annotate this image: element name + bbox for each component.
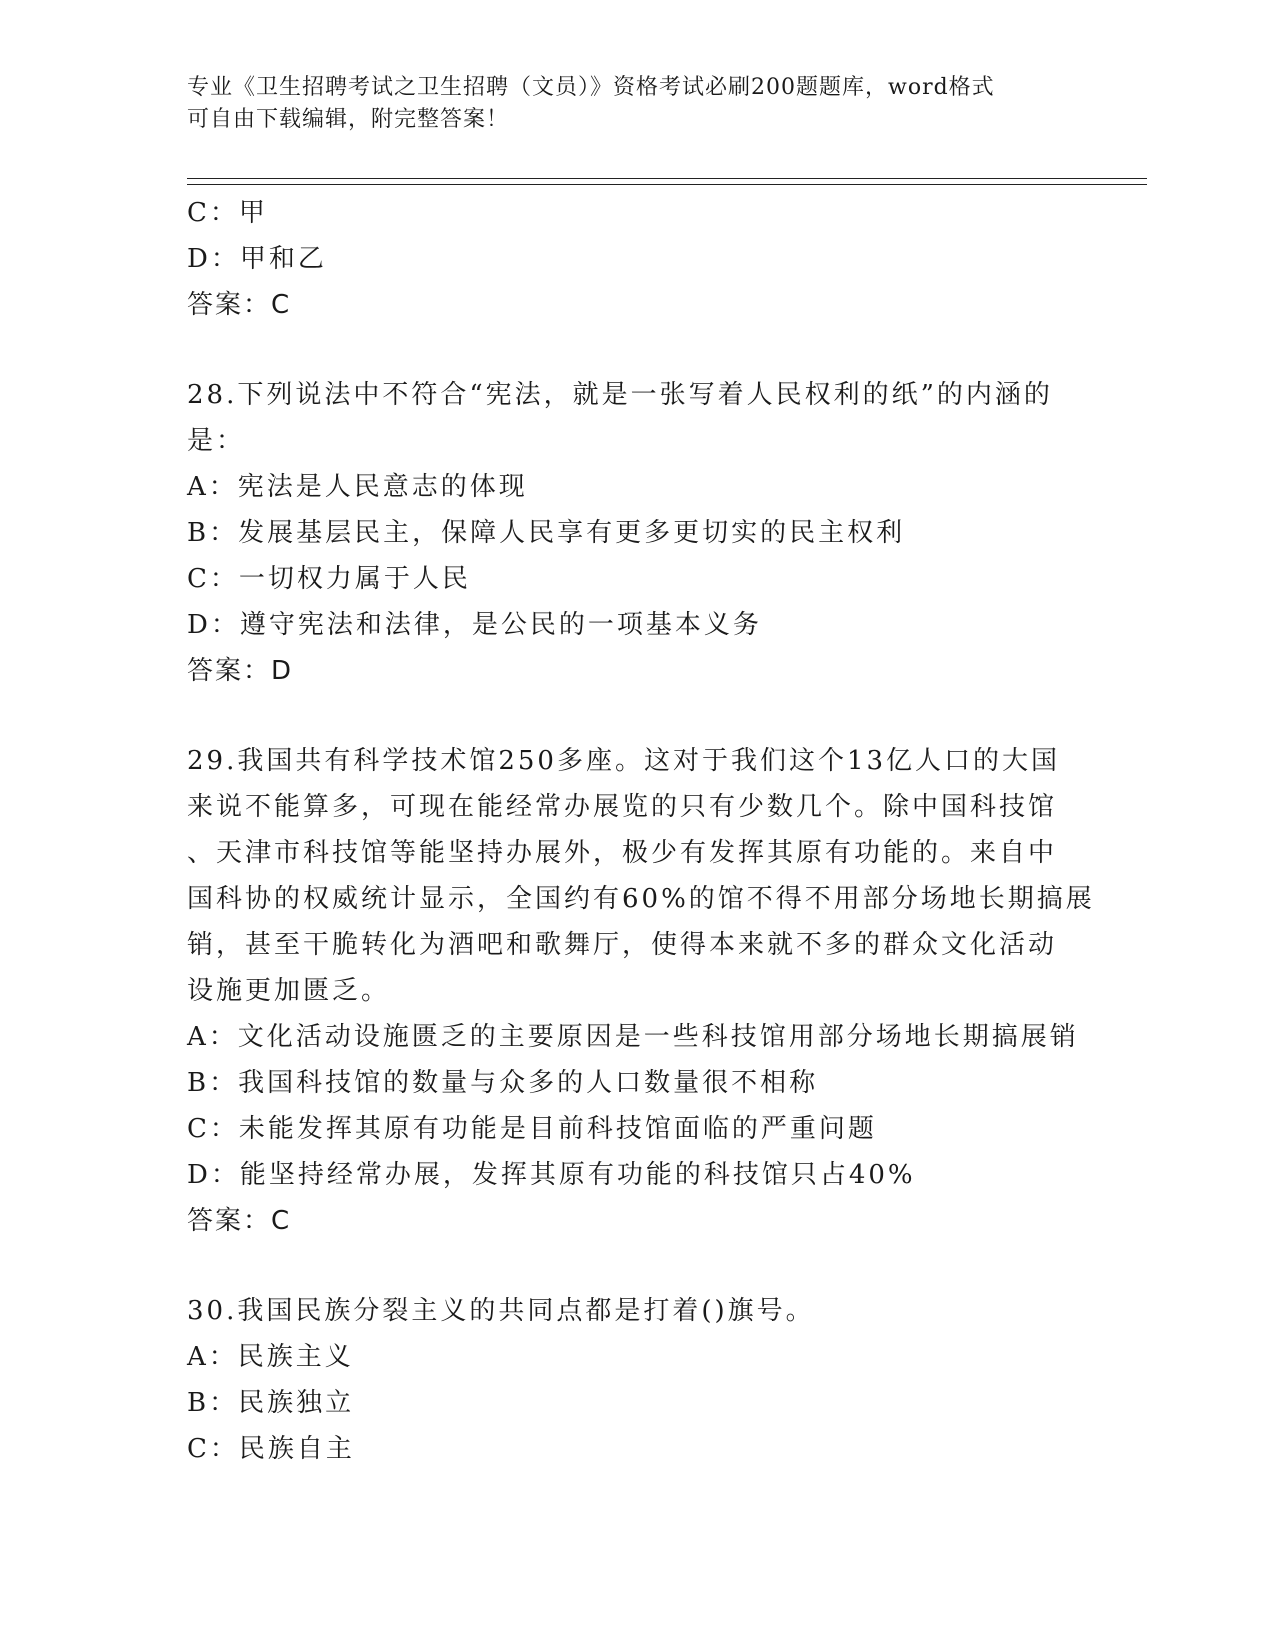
question-stem-line: 、天津市科技馆等能坚持办展外，极少有发挥其原有功能的。来自中	[187, 838, 1058, 868]
question-stem-line: 设施更加匮乏。	[187, 976, 391, 1006]
option-b: B：民族独立	[187, 1388, 355, 1418]
question-list	[187, 190, 1095, 1472]
option-d: D：能坚持经常办展，发挥其原有功能的科技馆只占40%	[187, 1160, 916, 1190]
answer-text: 答案：C	[187, 1206, 292, 1236]
question-28	[187, 372, 1087, 694]
option-c: C：一切权力属于人民	[187, 564, 471, 594]
option-a: A：文化活动设施匮乏的主要原因是一些科技馆用部分场地长期搞展销	[187, 1022, 1079, 1052]
answer-text: 答案：C	[187, 290, 292, 320]
question-stem-line: 30.我国民族分裂主义的共同点都是打着()旗号。	[187, 1296, 815, 1326]
question-stem-line: 28.下列说法中不符合“宪法，就是一张写着人民权利的纸”的内涵的	[187, 380, 1053, 410]
option-a: A：宪法是人民意志的体现	[187, 472, 528, 502]
header-line-1: 专业《卫生招聘考试之卫生招聘（文员）》资格考试必刷200题题库，word格式	[187, 75, 995, 100]
question-30	[187, 1288, 1087, 1472]
question-stem-line: 是：	[187, 426, 246, 456]
question-27-tail	[187, 190, 1087, 328]
document-header	[187, 72, 1067, 136]
option-c: C：未能发挥其原有功能是目前科技馆面临的严重问题	[187, 1114, 877, 1144]
option-d: D：甲和乙	[187, 244, 327, 274]
header-divider	[187, 178, 1147, 185]
option-d: D：遵守宪法和法律，是公民的一项基本义务	[187, 610, 762, 640]
option-c: C：甲	[187, 198, 268, 228]
option-a: A：民族主义	[187, 1342, 354, 1372]
question-stem-line: 国科协的权威统计显示，全国约有60%的馆不得不用部分场地长期搞展	[187, 884, 1095, 914]
question-stem-line: 销，甚至干脆转化为酒吧和歌舞厅，使得本来就不多的群众文化活动	[187, 930, 1058, 960]
question-stem-line: 来说不能算多，可现在能经常办展览的只有少数几个。除中国科技馆	[187, 792, 1058, 822]
header-line-2: 可自由下载编辑，附完整答案！	[187, 107, 510, 132]
answer-text: 答案：D	[187, 656, 294, 686]
option-b: B：发展基层民主，保障人民享有更多更切实的民主权利	[187, 518, 906, 548]
question-stem-line: 29.我国共有科学技术馆250多座。这对于我们这个13亿人口的大国	[187, 746, 1061, 776]
option-b: B：我国科技馆的数量与众多的人口数量很不相称	[187, 1068, 819, 1098]
option-c: C：民族自主	[187, 1434, 355, 1464]
question-29	[187, 738, 1095, 1244]
